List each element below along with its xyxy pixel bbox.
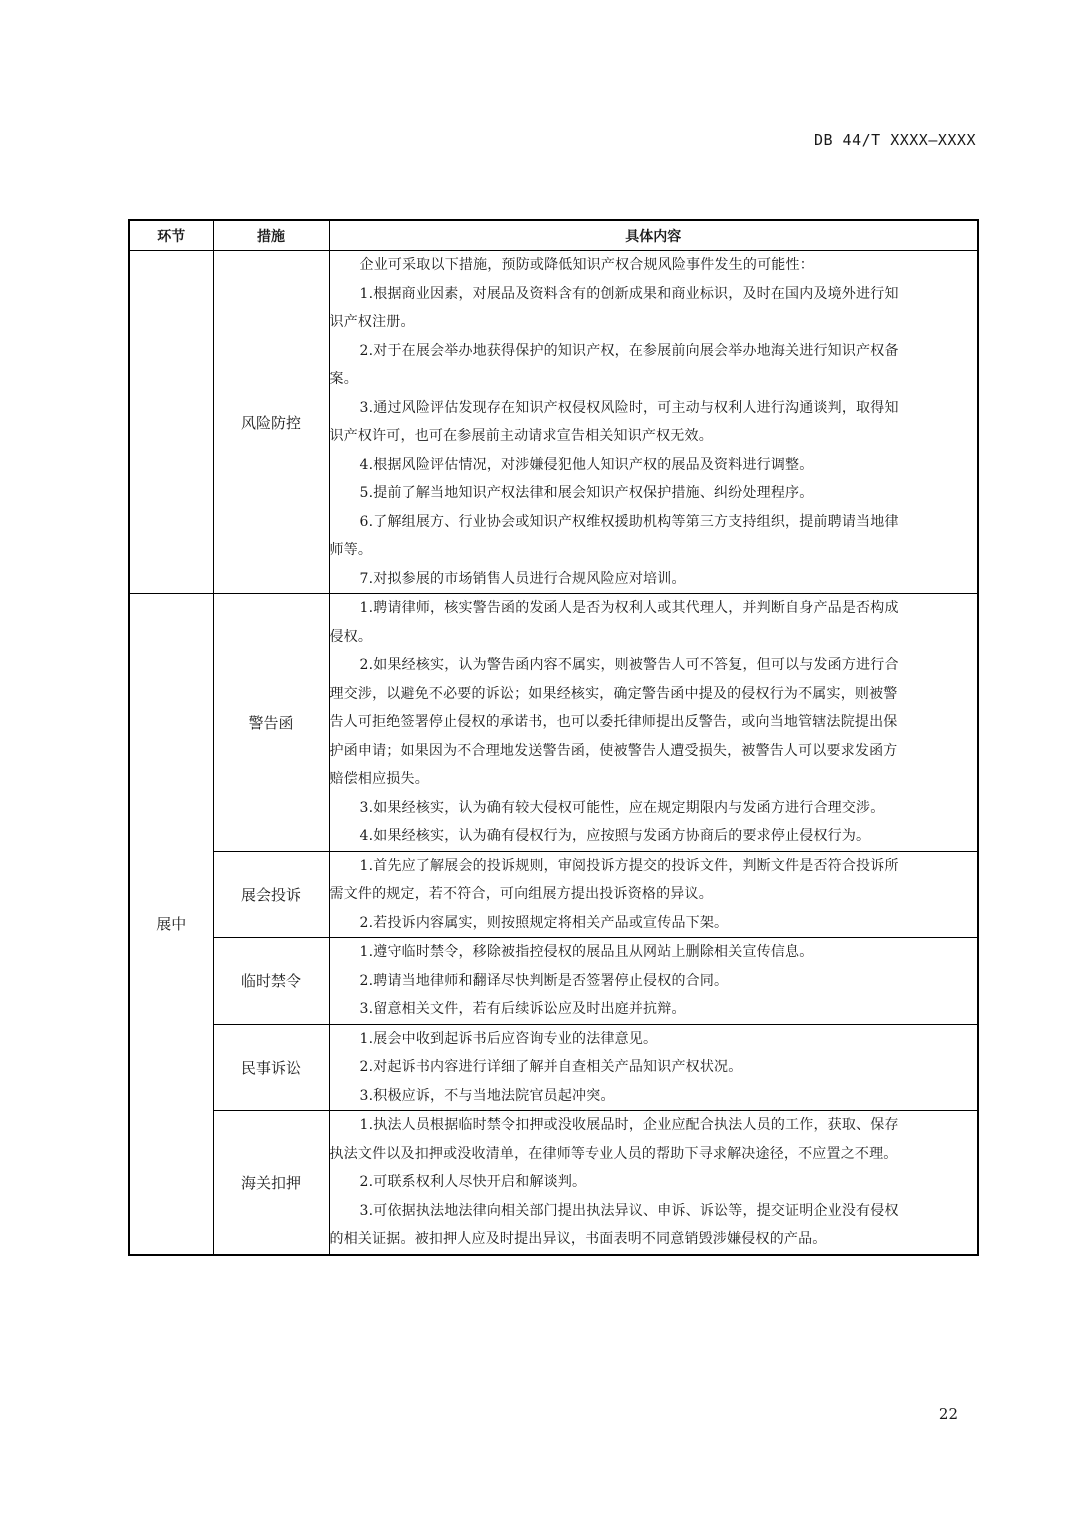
content-line: 1.根据商业因素，对展品及资料含有的创新成果和商业标识，及时在国内及境外进行知 <box>359 285 899 302</box>
ip-compliance-table <box>128 219 979 1256</box>
content-line: 告人可拒绝签署停止侵权的承诺书，也可以委托律师提出反警告，或向当地管辖法院提出保 <box>329 714 898 730</box>
content-line: 需文件的规定，若不符合，可向组展方提出投诉资格的异议。 <box>329 886 713 902</box>
content-line: 4.如果经核实，认为确有侵权行为，应按照与发函方协商后的要求停止侵权行为。 <box>359 828 871 844</box>
content-line: 1.遵守临时禁令，移除被指控侵权的展品且从网站上删除相关宣传信息。 <box>359 944 814 960</box>
content-cell <box>329 851 978 938</box>
content-line: 2.若投诉内容属实，则按照规定将相关产品或宣传品下架。 <box>359 914 729 931</box>
stage-cell-pre <box>129 251 213 594</box>
content-line: 师等。 <box>329 542 373 558</box>
content-line: 7.对拟参展的市场销售人员进行合规风险应对培训。 <box>359 570 686 587</box>
content-cell <box>329 594 978 852</box>
table-row <box>129 1024 978 1111</box>
content-line: 2.聘请当地律师和翻译尽快判断是否签署停止侵权的合同。 <box>359 972 729 989</box>
content-line: 护函申请；如果因为不合理地发送警告函，使被警告人遭受损失，被警告人可以要求发函方 <box>329 742 898 759</box>
stage-cell-exhibit: 展中 <box>129 594 213 1255</box>
measure-cell: 海关扣押 <box>213 1111 329 1255</box>
measure-cell: 警告函 <box>213 594 329 852</box>
table-row <box>129 1111 978 1255</box>
content-line: 3.留意相关文件，若有后续诉讼应及时出庭并抗辩。 <box>359 1001 686 1017</box>
content-line: 的相关证据。被扣押人应及时提出异议，书面表明不同意销毁涉嫌侵权的产品。 <box>329 1231 827 1247</box>
content-cell <box>329 251 978 594</box>
measure-cell: 展会投诉 <box>213 851 329 938</box>
content-line: 3.如果经核实，认为确有较大侵权可能性，应在规定期限内与发函方进行合理交涉。 <box>359 799 885 816</box>
content-line: 2.对起诉书内容进行详细了解并自查相关产品知识产权状况。 <box>359 1059 743 1075</box>
header-content: 具体内容 <box>329 220 978 251</box>
content-line: 1.执法人员根据临时禁令扣押或没收展品时，企业应配合执法人员的工作，获取、保存 <box>359 1117 899 1133</box>
measure-cell: 临时禁令 <box>213 938 329 1025</box>
content-line: 识产权注册。 <box>329 314 415 330</box>
table-header-row <box>129 220 978 251</box>
content-line: 1.首先应了解展会的投诉规则，审阅投诉方提交的投诉文件，判断文件是否符合投诉所 <box>359 857 899 874</box>
content-line: 5.提前了解当地知识产权法律和展会知识产权保护措施、纠纷处理程序。 <box>359 485 814 501</box>
content-cell <box>329 938 978 1025</box>
content-line: 赔偿相应损失。 <box>329 771 429 787</box>
content-line: 3.可依据执法地法律向相关部门提出执法异议、申诉、诉讼等，提交证明企业没有侵权 <box>359 1202 899 1219</box>
content-line: 1.展会中收到起诉书后应咨询专业的法律意见。 <box>359 1030 658 1047</box>
table-row <box>129 938 978 1025</box>
content-line: 执法文件以及扣押或没收清单，在律师等专业人员的帮助下寻求解决途径，不应置之不理。 <box>329 1145 898 1162</box>
header-stage: 环节 <box>129 220 213 251</box>
measure-cell: 风险防控 <box>213 251 329 594</box>
content-line: 4.根据风险评估情况，对涉嫌侵犯他人知识产权的展品及资料进行调整。 <box>359 456 814 473</box>
content-line: 企业可采取以下措施，预防或降低知识产权合规风险事件发生的可能性： <box>359 257 814 273</box>
table-row <box>129 851 978 938</box>
page-number: 22 <box>938 1405 958 1423</box>
content-cell <box>329 1024 978 1111</box>
measure-cell: 民事诉讼 <box>213 1024 329 1111</box>
content-line: 2.如果经核实，认为警告函内容不属实，则被警告人可不答复，但可以与发函方进行合 <box>359 657 899 673</box>
document-code: DB 44/T XXXX—XXXX <box>813 131 976 149</box>
content-line: 案。 <box>329 371 358 387</box>
content-line: 3.积极应诉，不与当地法院官员起冲突。 <box>359 1087 615 1104</box>
content-line: 理交涉，以避免不必要的诉讼；如果经核实，确定警告函中提及的侵权行为不属实，则被警 <box>329 685 898 702</box>
content-line: 6.了解组展方、行业协会或知识产权维权援助机构等第三方支持组织，提前聘请当地律 <box>359 513 899 530</box>
content-line: 2.可联系权利人尽快开启和解谈判。 <box>359 1174 587 1190</box>
header-measure: 措施 <box>213 220 329 251</box>
content-line: 2.对于在展会举办地获得保护的知识产权，在参展前向展会举办地海关进行知识产权备 <box>359 342 899 359</box>
table-row <box>129 251 978 594</box>
content-cell <box>329 1111 978 1255</box>
content-line: 3.通过风险评估发现存在知识产权侵权风险时，可主动与权利人进行沟通谈判，取得知 <box>359 399 899 416</box>
content-line: 侵权。 <box>329 628 373 645</box>
table-row <box>129 594 978 852</box>
content-line: 识产权许可，也可在参展前主动请求宣告相关知识产权无效。 <box>329 428 713 444</box>
content-line: 1.聘请律师，核实警告函的发函人是否为权利人或其代理人，并判断自身产品是否构成 <box>359 600 899 616</box>
